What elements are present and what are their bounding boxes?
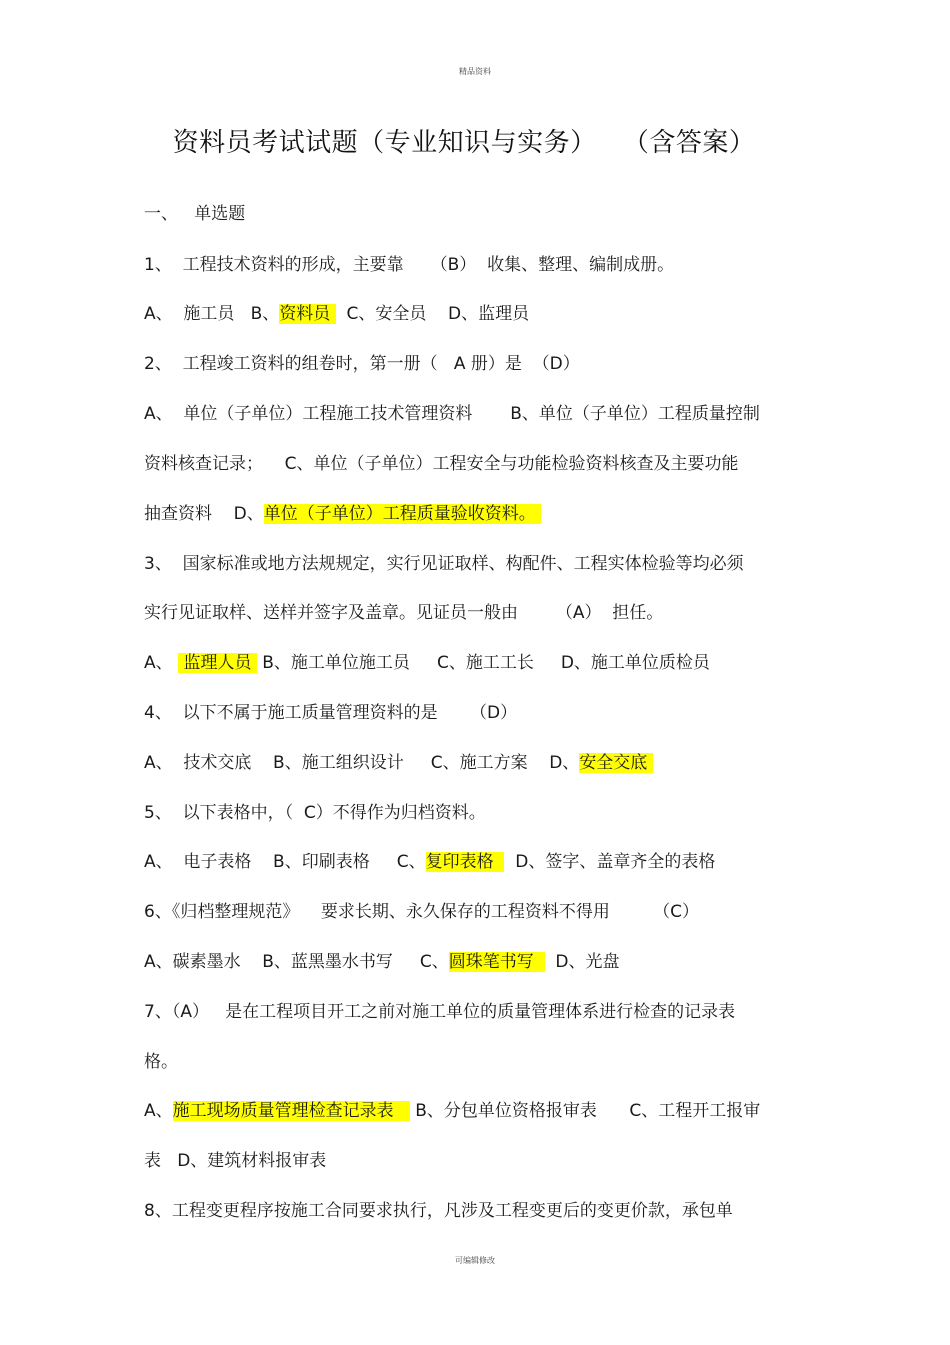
text-segment: A、 电子表格 B、印刷表格 C、 — [144, 852, 426, 872]
question-7-line-2 — [144, 1050, 178, 1074]
text-segment: 6、《归档整理规范》 要求长期、永久保存的工程资料不得用 （C） — [144, 902, 700, 922]
highlighted-answer: 安全交底 — [579, 753, 653, 773]
section-heading — [144, 202, 245, 226]
question-2-options-line-1 — [144, 402, 760, 426]
question-1 — [144, 253, 674, 277]
text-segment: A、 施工员 B、 — [144, 304, 280, 324]
text-segment: A、 — [144, 1101, 173, 1121]
question-7-line-1 — [144, 1000, 735, 1024]
text-segment: D、光盘 — [544, 952, 620, 972]
text-segment: 7、（A） 是在工程项目开工之前对施工单位的质量管理体系进行检查的记录表 — [144, 1002, 736, 1022]
text-segment: 资料核查记录； C、单位（子单位）工程安全与功能检验资料核查及主要功能 — [144, 454, 739, 474]
text-segment: 抽查资料 D、 — [144, 504, 264, 524]
text-segment: 3、 国家标准或地方法规规定，实行见证取样、构配件、工程实体检验等均必须 — [144, 554, 744, 574]
question-4 — [144, 701, 517, 725]
text-segment: C、安全员 D、监理员 — [335, 304, 530, 324]
question-2-options-line-2 — [144, 452, 738, 476]
question-2-options-line-3 — [144, 502, 541, 526]
text-segment: A、 技术交底 B、施工组织设计 C、施工方案 D、 — [144, 753, 580, 773]
question-5-options — [144, 850, 715, 874]
question-5 — [144, 801, 486, 825]
highlighted-answer: 圆珠笔书写 — [448, 952, 545, 972]
text-segment: 1、 工程技术资料的形成，主要靠 （B） 收集、整理、编制成册。 — [144, 255, 675, 275]
question-2 — [144, 352, 580, 376]
question-7-options-line-1 — [144, 1099, 760, 1123]
highlighted-answer: 单位（子单位）工程质量验收资料。 — [263, 504, 542, 524]
page-header: 精品资料 — [459, 67, 491, 76]
highlighted-answer: 资料员 — [279, 304, 336, 324]
text-segment: 4、 以下不属于施工质量管理资料的是 （D） — [144, 703, 518, 723]
text-segment: 8、工程变更程序按施工合同要求执行，凡涉及工程变更后的变更价款，承包单 — [144, 1201, 733, 1221]
question-3-options — [144, 651, 710, 675]
text-segment: A、 — [144, 653, 179, 673]
text-segment: B、施工单位施工员 C、施工工长 D、施工单位质检员 — [256, 653, 710, 673]
text-segment: 格。 — [144, 1052, 178, 1072]
question-1-options — [144, 302, 529, 326]
text-segment: B、分包单位资格报审表 C、工程开工报审 — [409, 1101, 761, 1121]
text-segment: 一、 单选题 — [144, 204, 246, 224]
text-segment: 实行见证取样、送样并签字及盖章。见证员一般由 （A） 担任。 — [144, 603, 664, 623]
text-segment: 2、 工程竣工资料的组卷时，第一册（ A 册）是 （D） — [144, 354, 580, 374]
page-footer: 可编辑修改 — [455, 1256, 495, 1265]
highlighted-answer: 监理人员 — [178, 653, 257, 673]
highlighted-answer: 施工现场质量管理检查记录表 — [172, 1101, 410, 1121]
text-segment: A、 单位（子单位）工程施工技术管理资料 B、单位（子单位）工程质量控制 — [144, 404, 760, 424]
question-8-line-1 — [144, 1199, 733, 1223]
text-segment: A、碳素墨水 B、蓝黑墨水书写 C、 — [144, 952, 449, 972]
question-3-line-1 — [144, 552, 744, 576]
question-7-options-line-2 — [144, 1149, 326, 1173]
highlighted-answer: 复印表格 — [425, 852, 505, 872]
question-6-options — [144, 950, 620, 974]
text-segment: D、签字、盖章齐全的表格 — [504, 852, 716, 872]
question-3-line-2 — [144, 601, 663, 625]
document-title: 资料员考试试题（专业知识与实务） （含答案） — [172, 128, 756, 158]
text-segment: 5、 以下表格中，（ C）不得作为归档资料。 — [144, 803, 486, 823]
question-6 — [144, 900, 699, 924]
text-segment: 表 D、建筑材料报审表 — [144, 1151, 327, 1171]
question-4-options — [144, 751, 653, 775]
